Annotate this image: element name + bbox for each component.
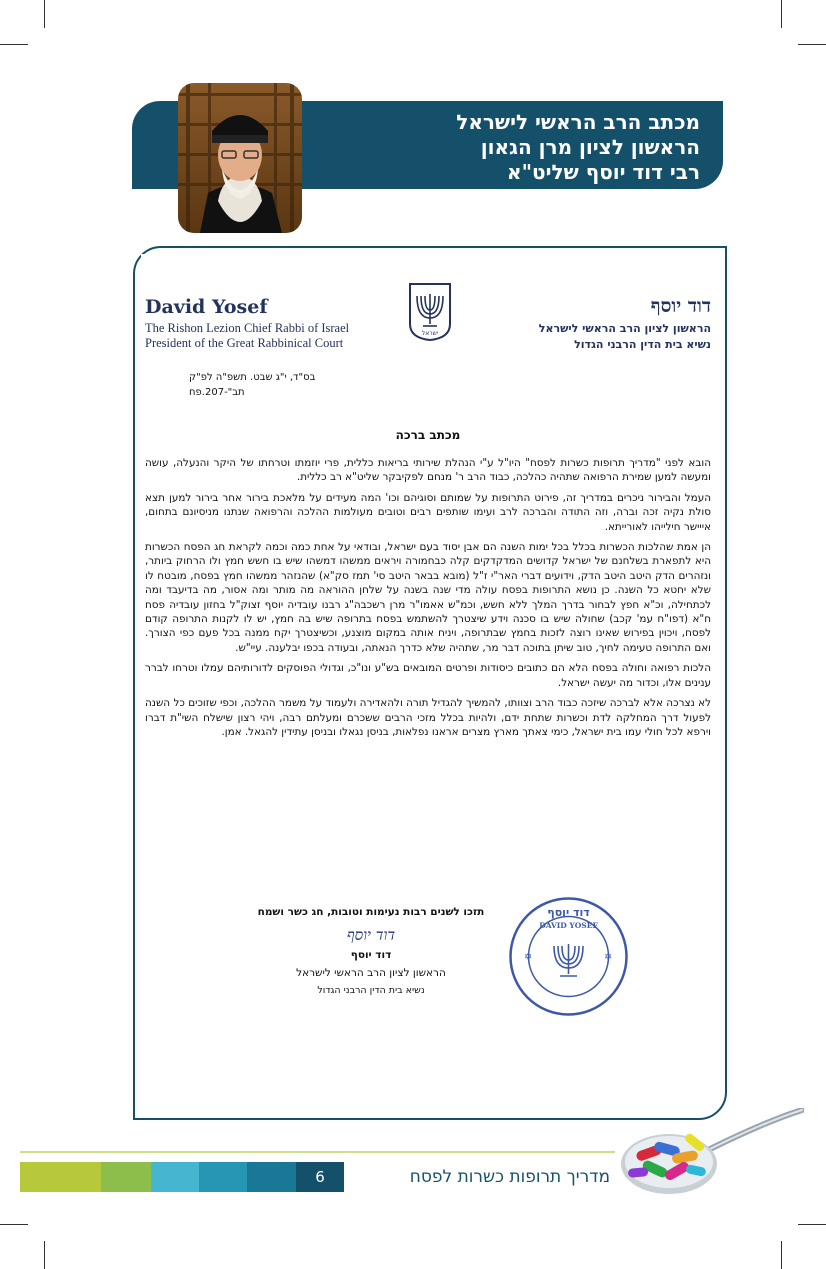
letter-closing [221, 906, 521, 1002]
footer-color-segment [199, 1162, 247, 1192]
letter-reference: תב"-207.פח [189, 387, 245, 398]
crop-mark [0, 1224, 28, 1225]
hebrew-title-2: נשיא בית הדין הרבני הגדול [574, 338, 711, 351]
paragraph: הלכות רפואה וחולה בפסח הלא הם כתובים כיסודות ופרטים המובאים בש"ע ונו"כ, וגדולי הפוסקים לדורותיהם עמלו וטרחו לברר ענינים אלו, וכדור מה יעשה ישראל. [145, 662, 711, 689]
footer-color-segment [247, 1162, 296, 1192]
hebrew-name: דוד יוסף [650, 295, 711, 317]
official-seal [506, 894, 631, 1019]
crop-mark [781, 1241, 782, 1269]
paragraph: לא נצרכה אלא לברכה שיזכה כבוד הרב וצוותו, להמשיך להגדיל תורה ולהאדירה ולעמוד על משמר ההלכה, וכפי שזוכים כל השנה לפעול דרך המחלקה לדת וכשרות שתחת ידם, ולהיות בכלל מזכי הרבים ששכרם ומעלתם רבה, ויהי רצון שישלח השי"ת דברו וירפא לכל חולי עמו בית ישראל, כימי צאתך מארץ מצרים אראנו נפלאות, בניסן נגאלו ובניסן עתידין להגאל. אמן. [145, 697, 711, 738]
rabbi-portrait [178, 83, 302, 233]
signatory-title-2: נשיא בית הדין הרבני הגדול [317, 985, 425, 996]
seal-english-text: DAVID YOSEF [539, 921, 598, 930]
spoon-with-pills-illustration [614, 1108, 804, 1200]
hebrew-title-1: הראשון לציון הרב הראשי לישראל [538, 322, 711, 335]
english-title-2: President of the Great Rabbinical Court [145, 336, 344, 350]
footer-color-segment [20, 1162, 45, 1192]
crop-mark [781, 0, 782, 28]
svg-text:✡: ✡ [604, 952, 613, 963]
crop-mark [44, 1241, 45, 1269]
crop-mark [0, 44, 28, 45]
banner-line-2: הראשון לציון מרן הגאון [480, 135, 700, 159]
emblem-label: ישראל [421, 330, 439, 337]
english-title-1: The Rishon Lezion Chief Rabbi of Israel [145, 321, 350, 335]
english-name: David Yosef [145, 296, 268, 318]
footer-color-segment [151, 1162, 199, 1192]
letter [141, 254, 715, 1112]
letter-body [145, 456, 711, 745]
banner-title [260, 110, 700, 185]
paragraph: העמל והבירור ניכרים במדריך זה, פירוט התרופות על שמותם וסוגיהם וכו' המה מעידים על מלאכת בירור אחר בירור למען תצא סולת נקיה זכה וברה, וזה התודה והברכה לרב ועימו שותפים רבים וטובים מעולמות ההלכה והרפואה שנתנו מניסיונם בתחום, אייישר חילייהו לאורייתא. [145, 491, 711, 533]
page-number: 6 [296, 1162, 344, 1192]
signatory-title-1: הראשון לציון הרב הראשי לישראל [296, 967, 446, 979]
banner-line-3: רבי דוד יוסף שליט"א [507, 160, 700, 184]
footer-color-segment [101, 1162, 151, 1192]
crop-mark [44, 0, 45, 28]
state-emblem [406, 280, 454, 342]
crop-mark [798, 44, 826, 45]
footer-rule [20, 1151, 615, 1153]
banner-line-1: מכתב הרב הראשי לישראל [456, 110, 700, 134]
closing-blessing: תזכו לשנים רבות נעימות וטובות, חג כשר ושמח [257, 906, 485, 918]
seal-hebrew-text: דוד יוסף [547, 906, 590, 919]
footer-color-segment [45, 1162, 101, 1192]
paragraph: הן אמת שהלכות הכשרות בכלל בכל ימות השנה הם אבן יסוד בעם ישראל, ובודאי על אחת כמה וכמה לקראת חג הפסח הכשרות היא לתפארת בשלחנם של ישראל קדושים המדקדקים קלה כבחמורה ויראים ממשהו דמשהו שיש בו חשש חמץ ולו הרחוק ביותר, ונזהרים הדק היטב היטב הדק, וידועים דברי האר"י ז"ל (מובא בבאר היטב סי' תמז סק"א) שהנזהר ממשהו חמץ בפסח, מובטח לו שלא יחטא כל השנה. כן נושא התרופות בפסח עולה מדי שנה בשנה על שלחן ההוראה מה מותר ומה אסור, מה בדיעבד ומה לכתחילה, וכ"א חפץ לבחור בדרך המלך ללא חשש, וכמ"ש אאמו"ר מרן רשכבה"ג רבנו עובדיה יוסף זצוק"ל בחזון עובדיה פסח ח"א (דפו"ח עמ' קכב) שחולה שיש בו סכנה וידע שיצטרך להשתמש בפסח בתרופה שיש בה חמץ, יש לו לקנות התרופה קודם לפסח, ויכוין בפירוש שאינו רוצה לזכות בחמץ שבתרופה, ויניח אותה במקום מוצנע, וכשיצטרך יקח ממנה בכל פעם כפי הצורך. ואם התרופה טעימה לחיך, טוב שיתן בתוכה דבר מר, שתהיה שלא כדרך הנאתה, ובעודה בכפו יבלענה. עיי"ש. [145, 541, 711, 654]
letter-date: בס"ד, י"ג שבט. תשפ"ה לפ"ק [189, 372, 316, 383]
footer-title: מדריך תרופות כשרות לפסח [409, 1167, 610, 1187]
crop-mark [798, 1224, 826, 1225]
paragraph: הובא לפני "מדריך תרופות כשרות לפסח" היו"ל ע"י הנהלת שירותי בריאות כללית, פרי יוזמתו וטרחתו של היקר והנעלה, עושה ומעשה למען שמירת הרפואה שתהיה כהלכה, כבוד הרב ר' מנחם לפקיבקר שליט"א רב כללית. [145, 457, 711, 484]
letter-subject: מכתב ברכה [395, 428, 461, 442]
signatory-name: דוד יוסף [350, 949, 392, 961]
svg-text:✡: ✡ [524, 952, 533, 963]
handwritten-signature: דוד יוסף [346, 926, 396, 944]
